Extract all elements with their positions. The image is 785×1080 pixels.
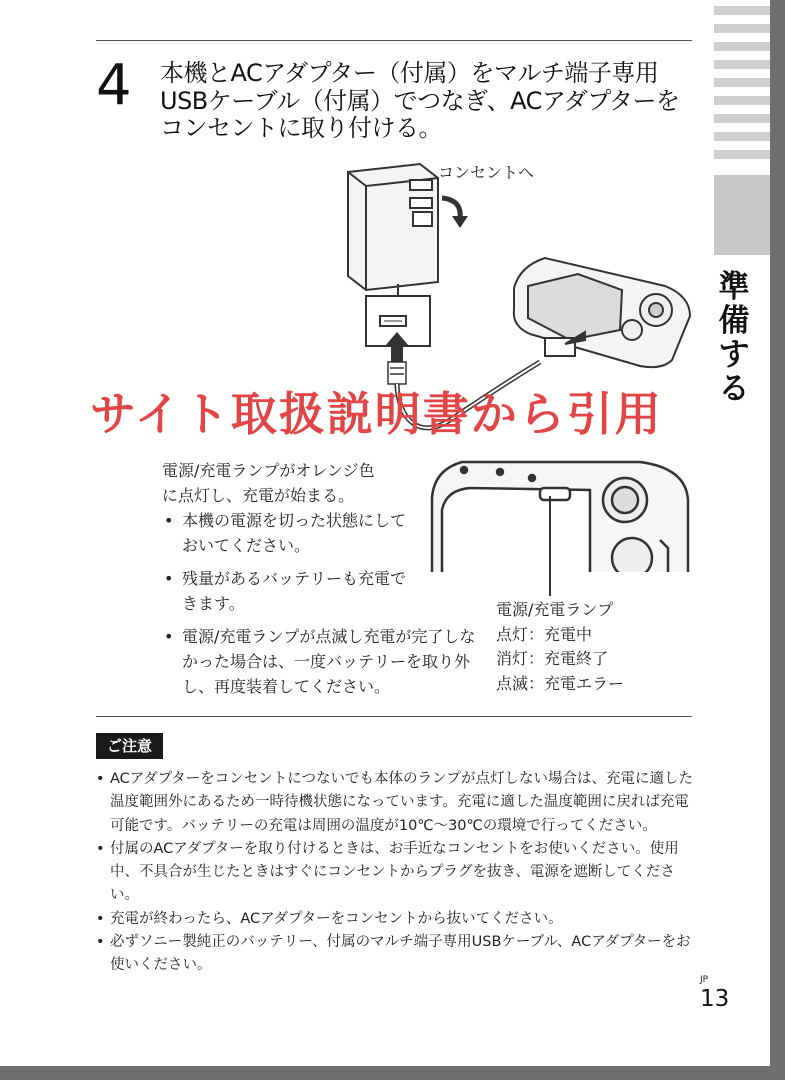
page-language: JP	[700, 975, 709, 985]
charging-intro: 電源/充電ランプがオレンジ色 に点灯し、充電が始まる。	[162, 461, 375, 505]
lamp-legend	[496, 598, 624, 696]
step-instruction: 本機とACアダプター（付属）をマルチ端子専用 USBケーブル（付属）でつなぎ、ACアダプターを コンセントに取り付ける。	[160, 59, 680, 142]
page-bottom-edge	[0, 1066, 785, 1080]
arrow-up-icon	[385, 332, 409, 364]
list-item: • ACアダプターをコンセントにつないでも本体のランプが点灯しない場合は、充電に適した温度範囲外にあるため一時待機状態になっています。充電に適した温度範囲に戻れば充電可能です。バッテリーの充電は周囲の温度が10℃～30℃の環境で行ってください。	[96, 768, 696, 838]
notice-badge: ご注意	[96, 733, 163, 759]
divider-notice	[96, 716, 692, 717]
section-tab	[714, 0, 770, 1066]
list-item: • 充電が終わったら、ACアダプターをコンセントから抜いてください。	[96, 908, 696, 931]
lamp-legend-title: 電源/充電ランプ	[496, 600, 614, 619]
list-item: • 付属のACアダプターを取り付けるときは、お手近なコンセントをお使いください。使用中、不具合が生じたときはすぐにコンセントからプラグを抜き、電源を遮断してください。	[96, 838, 696, 908]
usb-port-icon	[366, 284, 430, 346]
lamp-legend-row: 消灯：充電終了	[496, 649, 609, 668]
list-item: • 残量があるバッテリーも充電できます。	[162, 566, 412, 616]
divider-top	[96, 40, 692, 41]
notice-list	[96, 768, 696, 978]
list-item: • 本機の電源を切った状態にしておいてください。	[162, 508, 412, 558]
step-number: 4	[96, 53, 132, 118]
charging-notes	[162, 508, 492, 707]
watermark-text: サイト取扱説明書から引用	[90, 387, 663, 441]
rotate-arrow-icon	[442, 198, 460, 218]
camera-icon	[514, 258, 690, 367]
ac-adapter-icon	[348, 164, 438, 290]
page-edge	[770, 0, 785, 1080]
outlet-label: コンセントへ	[438, 163, 535, 182]
lamp-legend-row: 点滅：充電エラー	[496, 673, 625, 693]
page-number: 13	[700, 986, 730, 1012]
list-item: • 電源/充電ランプが点滅し充電が完了しなかった場合は、一度バッテリーを取り外し、再度装着してください。	[162, 624, 482, 699]
lamp-legend-row: 点灯：充電中	[496, 624, 593, 644]
section-tab-label: 準 備 す る	[718, 269, 750, 407]
list-item: • 必ずソニー製純正のバッテリー、付属のマルチ端子専用USBケーブル、ACアダプターをお使いください。	[96, 931, 696, 978]
